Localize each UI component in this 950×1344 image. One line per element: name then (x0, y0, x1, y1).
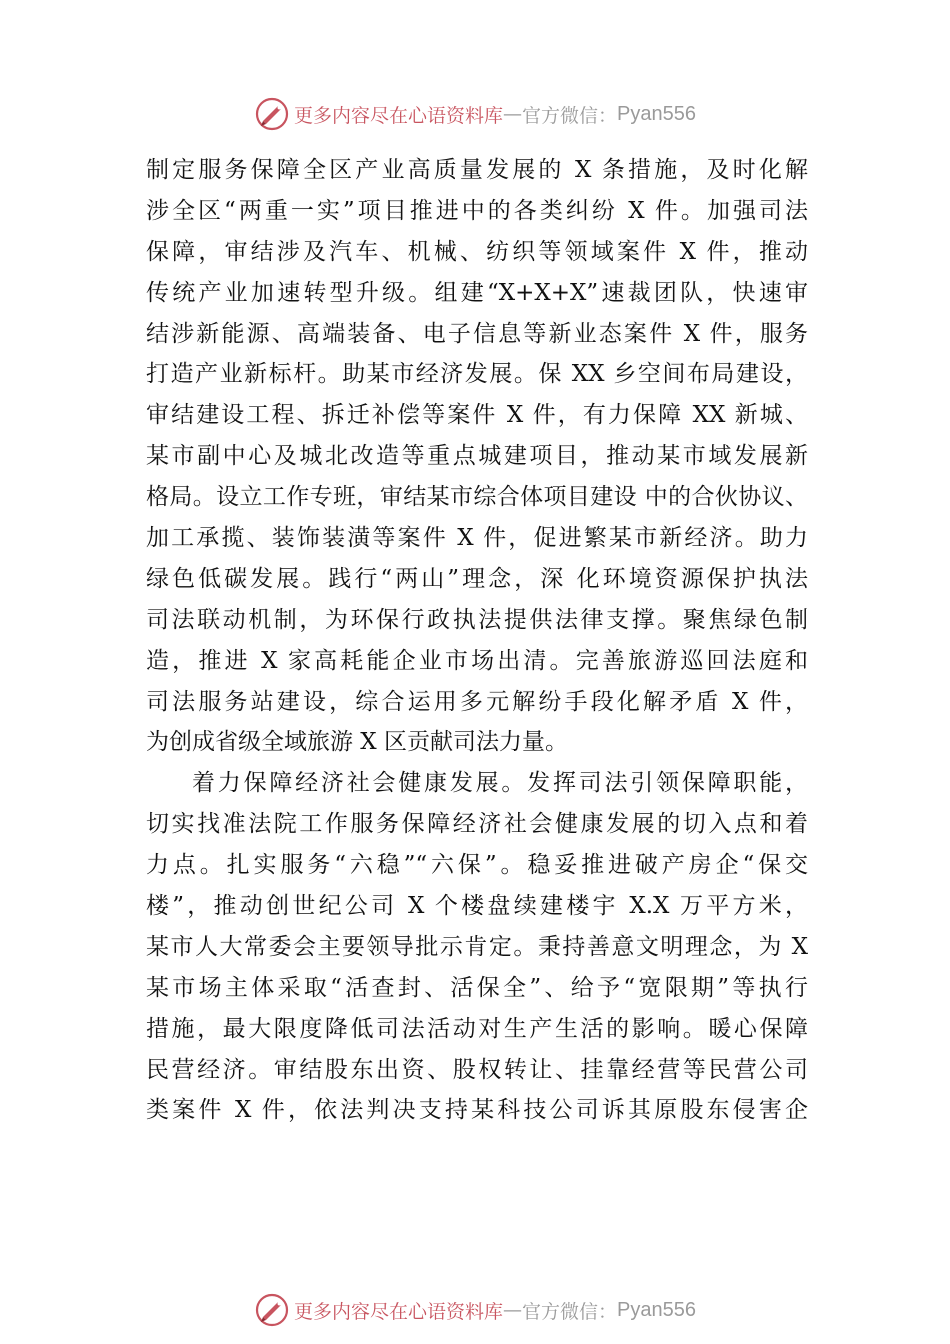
text-line: 力点。扎实服务“六稳”“六保”。稳妥推进破产房企“保交 (146, 852, 808, 879)
paragraph-2 (146, 763, 808, 1131)
text-line: 传统产业加速转型升级。组建“X+X+X”速裁团队，快速审 (146, 279, 808, 306)
text-line: 为创成省级全域旅游 X 区贡献司法力量。 (146, 729, 568, 756)
text-line: 某市场主体采取“活查封、活保全”、给予“宽限期”等执行 (146, 974, 808, 1001)
watermark-text: 更多内容尽在心语资料库 (294, 104, 504, 127)
text-line: 加工承揽、装饰装潢等案件 X 件，促进繁某市新经济。助力 (146, 525, 808, 552)
text-line: 审结建设工程、拆迁补偿等案件 X 件，有力保障 XX 新城、 (146, 402, 808, 429)
watermark-handle: Pyan556 (617, 1298, 696, 1321)
watermark-handle-label: 官方微信： (522, 104, 618, 127)
text-line: 涉全区“两重一实”项目推进中的各类纠纷 X 件。加强司法 (146, 197, 808, 224)
text-line: 结涉新能源、高端装备、电子信息等新业态案件 X 件，服务 (146, 320, 808, 347)
text-line: 保障，审结涉及汽车、机械、纺织等领域案件 X 件，推动 (146, 238, 808, 265)
watermark-separator: — (503, 103, 523, 125)
text-line: 绿色低碳发展。践行“两山”理念，深 化环境资源保护执法 (146, 565, 808, 592)
watermark-footer (0, 1290, 950, 1330)
text-line: 司法联动机制，为环保行政执法提供法律支撑。聚焦绿色制 (146, 606, 808, 633)
pen-seal-logo-icon (254, 96, 290, 132)
text-line: 格局。设立工作专班，审结某市综合体项目建设 中的合伙协议、 (146, 484, 808, 511)
text-line: 某市副中心及城北改造等重点城建项目，推动某市域发展新 (146, 443, 808, 470)
text-line: 某市人大常委会主要领导批示肯定。秉持善意文明理念，为 X (146, 933, 808, 960)
text-line: 造，推进 X 家高耗能企业市场出清。完善旅游巡回法庭和 (146, 647, 808, 674)
text-line: 民营经济。审结股东出资、股权转让、挂靠经营等民营公司 (146, 1056, 808, 1083)
text-line: 打造产业新标杆。助某市经济发展。保 XX 乡空间布局建设， (146, 361, 808, 388)
text-line: 着力保障经济社会健康发展。发挥司法引领保障职能， (192, 770, 808, 797)
text-line: 制定服务保障全区产业高质量发展的 X 条措施，及时化解 (146, 157, 808, 183)
watermark-separator: — (503, 1299, 523, 1321)
text-line: 楼”，推动创世纪公司 X 个楼盘续建楼宇 X.X 万平方米， (146, 893, 808, 920)
document-body (146, 150, 808, 1131)
text-line: 措施，最大限度降低司法活动对生产生活的影响。暖心保障 (146, 1015, 808, 1042)
watermark-text: 更多内容尽在心语资料库 (294, 1300, 504, 1323)
text-line: 切实找准法院工作服务保障经济社会健康发展的切入点和着 (146, 811, 808, 838)
watermark-handle: Pyan556 (617, 102, 696, 125)
text-line: 司法服务站建设，综合运用多元解纷手段化解矛盾 X 件， (146, 688, 808, 715)
watermark-header (0, 94, 950, 134)
text-line: 类案件 X 件，依法判决支持某科技公司诉其原股东侵害企 (146, 1097, 808, 1124)
watermark-handle-label: 官方微信： (522, 1300, 618, 1323)
paragraph-1 (146, 150, 808, 763)
pen-seal-logo-icon (254, 1292, 290, 1328)
